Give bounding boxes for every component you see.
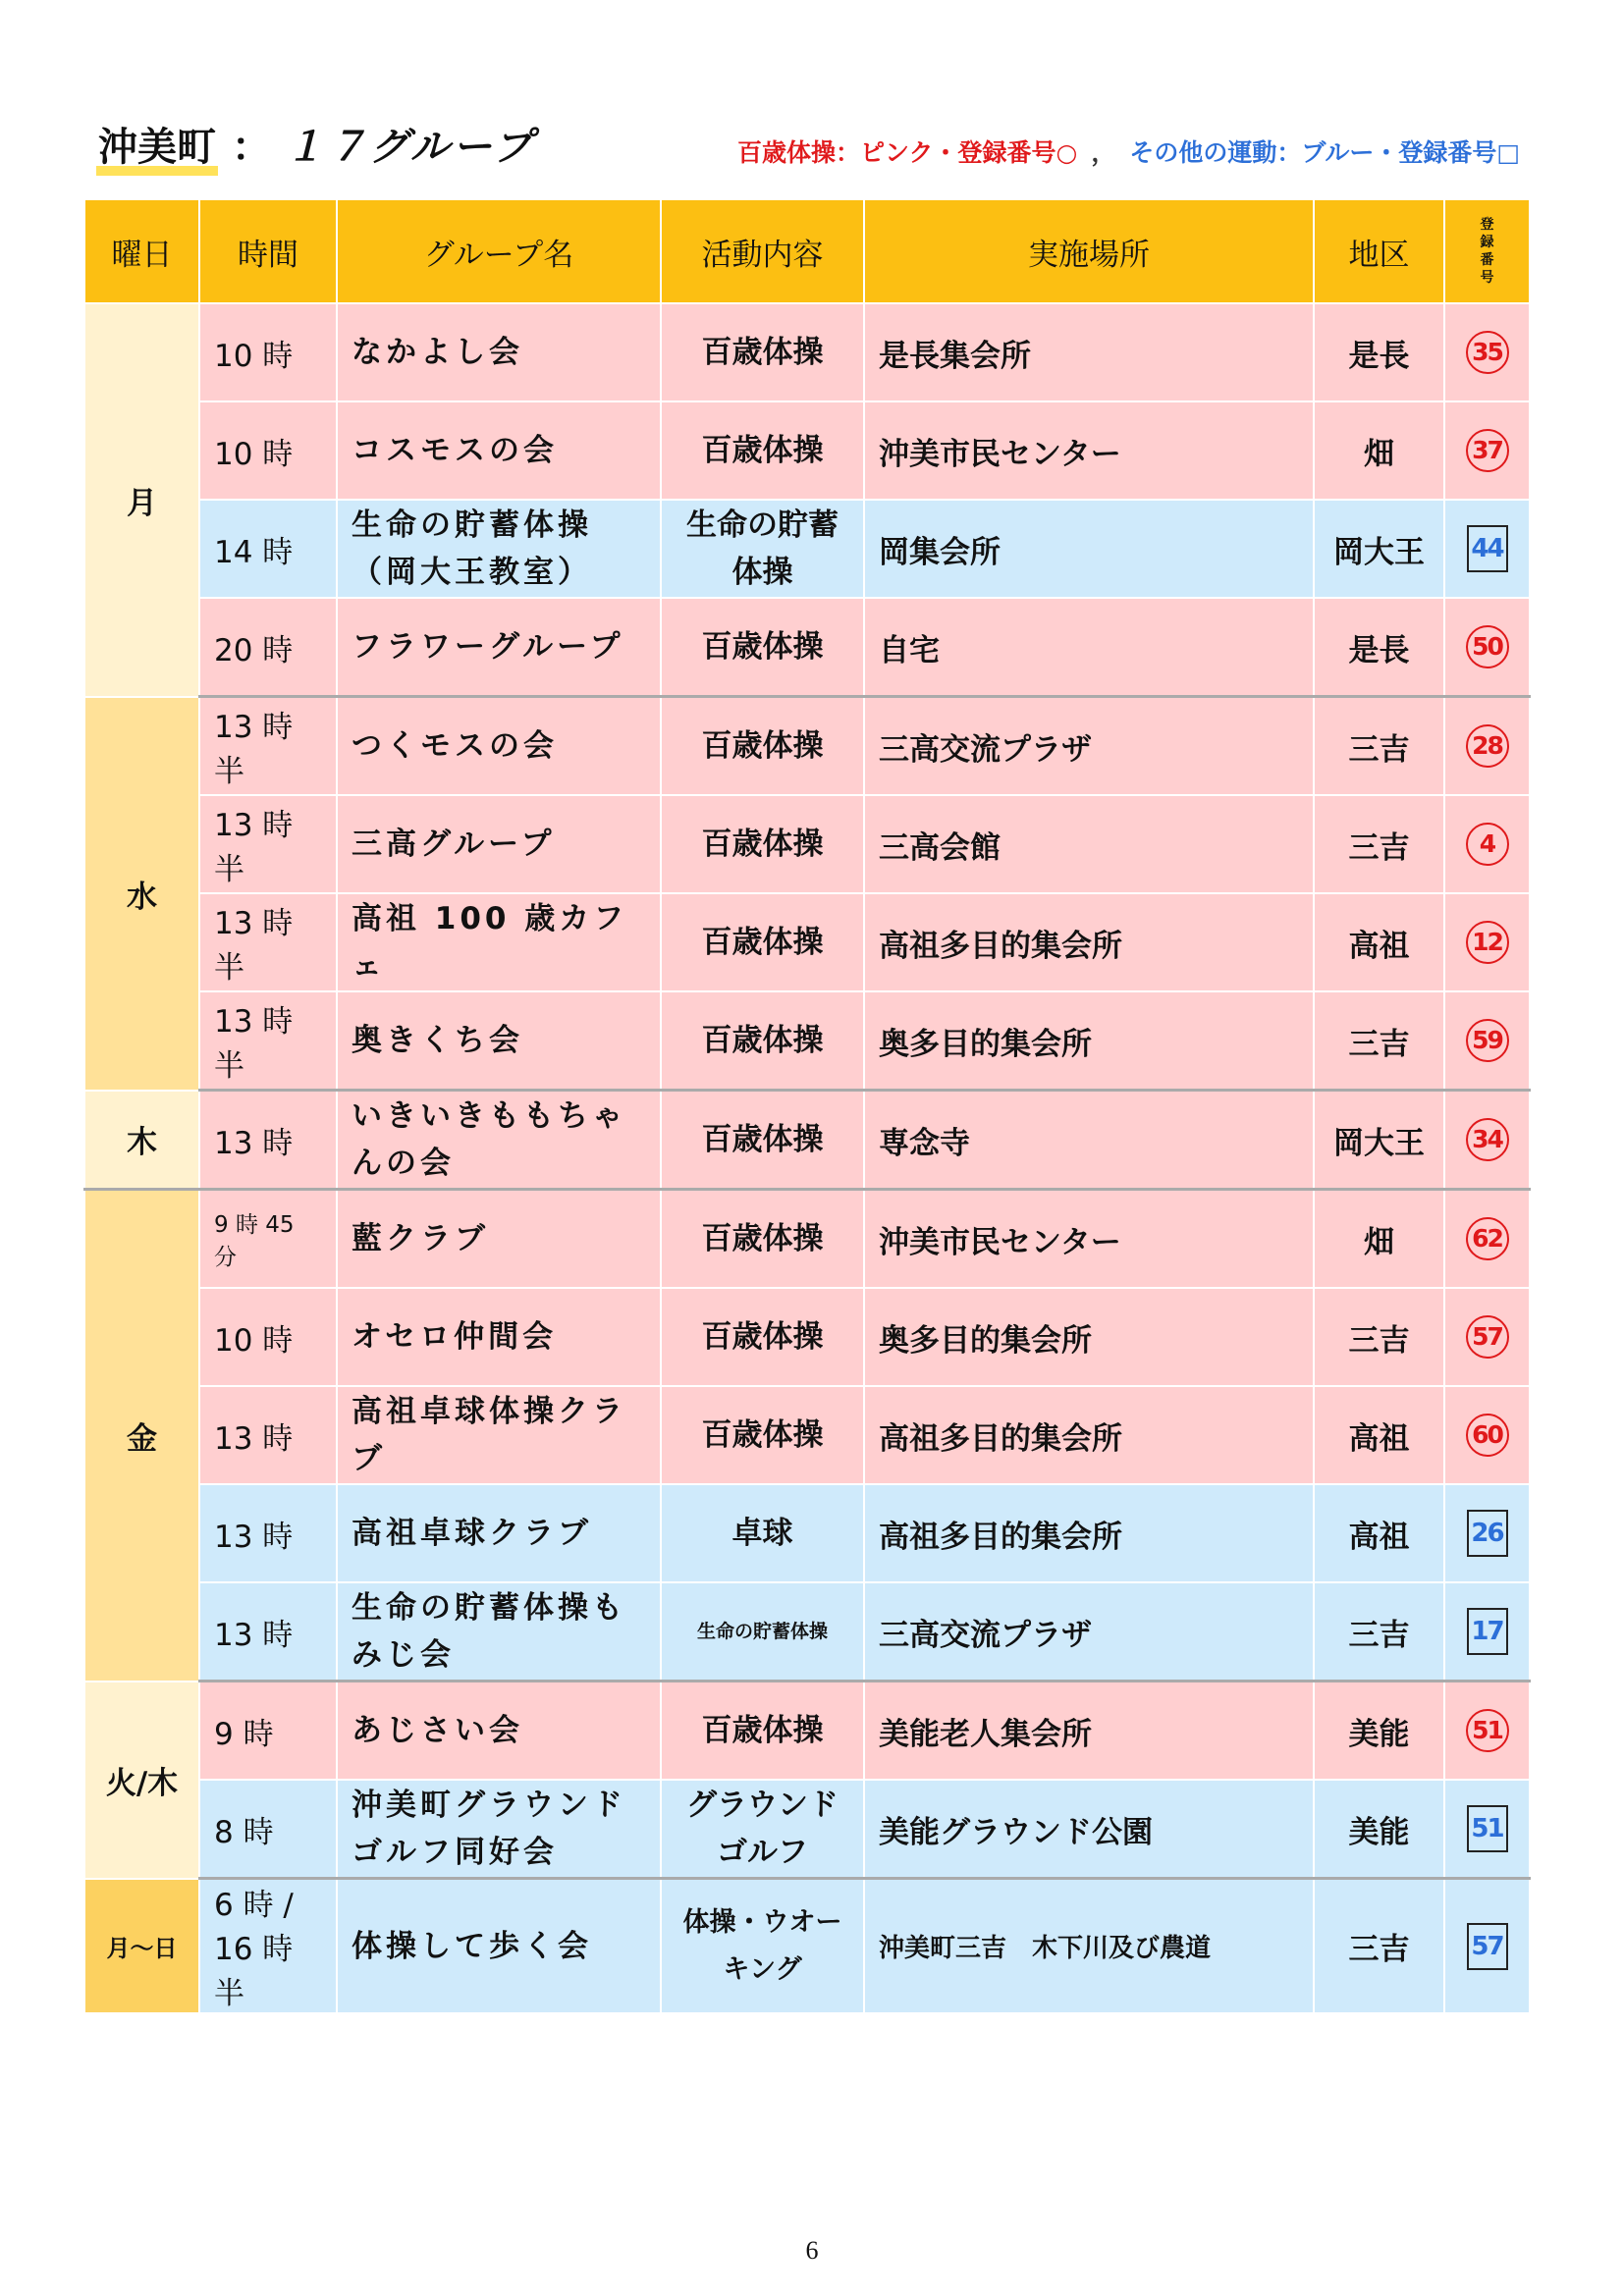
page-header [96,116,1530,185]
activity-cell: 卓球 [661,1484,864,1582]
table-row [84,795,1530,893]
table-row [84,1582,1530,1682]
place-cell: 三高会館 [864,795,1314,893]
place-cell: 美能老人集会所 [864,1682,1314,1781]
table-header-row [84,199,1530,303]
time-cell: 10 時 [199,303,337,401]
reg-circle-mark: 34 [1466,1118,1509,1161]
group-name-cell: 沖美町グラウンドゴルフ同好会 [337,1780,661,1879]
group-name-cell: 奥きくち会 [337,991,661,1091]
area-cell: 畑 [1314,1190,1444,1289]
table-row [84,991,1530,1091]
time-cell: 14 時 [199,500,337,598]
day-cell-fri: 金 [84,1190,199,1682]
activity-cell: グラウンドゴルフ [661,1780,864,1879]
reg-circle-mark: 57 [1466,1315,1509,1359]
area-cell: 三吉 [1314,697,1444,796]
activity-cell: 生命の貯蓄体操 [661,1582,864,1682]
reg-circle-mark: 12 [1466,921,1509,964]
reg-circle-mark: 35 [1466,331,1509,374]
group-name-cell: つくモスの会 [337,697,661,796]
reg-circle-mark: 59 [1466,1019,1509,1062]
activity-cell: 百歳体操 [661,697,864,796]
group-name-cell: 生命の貯蓄体操（岡大王教室） [337,500,661,598]
place-cell: 岡集会所 [864,500,1314,598]
area-cell: 是長 [1314,598,1444,697]
place-cell: 自宅 [864,598,1314,697]
time-cell: 13 時半 [199,697,337,796]
group-name-cell: 高祖卓球クラブ [337,1484,661,1582]
group-name-cell: あじさい会 [337,1682,661,1781]
group-name-cell: 高祖 100 歳カフェ [337,893,661,991]
table-row [84,598,1530,697]
day-cell-everyday: 月～日 [84,1879,199,2014]
place-cell: 沖美市民センター [864,1190,1314,1289]
table-row [84,1682,1530,1781]
reg-no-cell [1444,795,1530,893]
table-row [84,1386,1530,1484]
reg-square-mark: 17 [1467,1608,1508,1655]
activity-cell: 体操・ウオーキング [661,1879,864,2014]
day-cell-tue-thu: 火/木 [84,1682,199,1879]
activity-cell: 百歳体操 [661,1682,864,1781]
place-cell: 美能グラウンド公園 [864,1780,1314,1879]
area-cell: 美能 [1314,1682,1444,1781]
area-cell: 三吉 [1314,1582,1444,1682]
area-cell: 高祖 [1314,1484,1444,1582]
place-cell: 奥多目的集会所 [864,1288,1314,1386]
reg-header-text: 登 録 番 号 [1480,217,1494,286]
activity-cell: 百歳体操 [661,598,864,697]
reg-circle-mark: 28 [1466,724,1509,768]
group-name-cell: フラワーグループ [337,598,661,697]
place-cell: 是長集会所 [864,303,1314,401]
group-name-cell: オセロ仲間会 [337,1288,661,1386]
time-cell: 10 時 [199,401,337,500]
title-group-count: １７グループ [285,125,535,170]
area-cell: 三吉 [1314,1288,1444,1386]
area-cell: 高祖 [1314,893,1444,991]
reg-square-mark: 44 [1467,525,1508,572]
activity-cell: 百歳体操 [661,1190,864,1289]
legend-separator: ， [1091,138,1116,167]
reg-square-mark: 51 [1467,1805,1508,1852]
reg-square-mark: 26 [1467,1510,1508,1557]
schedule-table [83,198,1531,2014]
reg-no-cell [1444,1582,1530,1682]
time-cell: 10 時 [199,1288,337,1386]
activity-cell: 生命の貯蓄体操 [661,500,864,598]
col-header-area: 地区 [1314,199,1444,303]
reg-square-mark: 57 [1467,1923,1508,1970]
reg-no-cell [1444,1386,1530,1484]
day-cell-thu: 木 [84,1091,199,1190]
reg-no-cell [1444,1682,1530,1781]
table-row [84,1879,1530,2014]
area-cell: 三吉 [1314,1879,1444,2014]
time-cell: 13 時 [199,1091,337,1190]
activity-cell: 百歳体操 [661,991,864,1091]
time-cell: 13 時半 [199,795,337,893]
col-header-time: 時間 [199,199,337,303]
table-row [84,1091,1530,1190]
time-cell: 8 時 [199,1780,337,1879]
table-row [84,1190,1530,1289]
reg-no-cell [1444,500,1530,598]
reg-no-cell [1444,991,1530,1091]
col-header-place: 実施場所 [864,199,1314,303]
time-cell: 13 時半 [199,893,337,991]
group-name-cell: 生命の貯蓄体操もみじ会 [337,1582,661,1682]
reg-no-cell [1444,1780,1530,1879]
reg-no-cell [1444,1484,1530,1582]
col-header-reg-no [1444,199,1530,303]
time-cell: 13 時 [199,1484,337,1582]
place-cell: 沖美町三吉 木下川及び農道 [864,1879,1314,2014]
time-cell: 9 時 45 分 [199,1190,337,1289]
place-cell: 三高交流プラザ [864,1582,1314,1682]
day-cell-wed: 水 [84,697,199,1091]
place-cell: 高祖多目的集会所 [864,1386,1314,1484]
reg-circle-mark: 4 [1466,823,1509,866]
place-cell: 高祖多目的集会所 [864,893,1314,991]
reg-no-cell [1444,1288,1530,1386]
time-cell: 13 時半 [199,991,337,1091]
legend-blue: その他の運動：ブルー・登録番号□ [1129,138,1520,167]
time-cell: 13 時 [199,1582,337,1682]
place-cell: 沖美市民センター [864,401,1314,500]
group-name-cell: 高祖卓球体操クラブ [337,1386,661,1484]
place-cell: 高祖多目的集会所 [864,1484,1314,1582]
col-header-group-name: グループ名 [337,199,661,303]
area-cell: 高祖 [1314,1386,1444,1484]
reg-no-cell [1444,303,1530,401]
reg-circle-mark: 37 [1466,429,1509,472]
group-name-cell: 藍クラブ [337,1190,661,1289]
table-row [84,697,1530,796]
page-number: 6 [805,2236,819,2265]
day-cell-mon: 月 [84,303,199,697]
table-row [84,1288,1530,1386]
reg-circle-mark: 51 [1466,1709,1509,1752]
table-row [84,401,1530,500]
reg-circle-mark: 60 [1466,1414,1509,1457]
reg-no-cell [1444,697,1530,796]
activity-cell: 百歳体操 [661,1091,864,1190]
area-cell: 岡大王 [1314,500,1444,598]
time-cell: 20 時 [199,598,337,697]
reg-no-cell [1444,1190,1530,1289]
group-name-cell: 三高グループ [337,795,661,893]
reg-no-cell [1444,1091,1530,1190]
place-cell: 専念寺 [864,1091,1314,1190]
group-name-cell: なかよし会 [337,303,661,401]
group-name-cell: 体操して歩く会 [337,1879,661,2014]
area-cell: 畑 [1314,401,1444,500]
area-cell: 岡大王 [1314,1091,1444,1190]
place-cell: 三高交流プラザ [864,697,1314,796]
area-cell: 是長 [1314,303,1444,401]
group-name-cell: コスモスの会 [337,401,661,500]
area-cell: 三吉 [1314,795,1444,893]
reg-no-cell [1444,401,1530,500]
place-cell: 奥多目的集会所 [864,991,1314,1091]
activity-cell: 百歳体操 [661,1386,864,1484]
color-legend [737,133,1520,169]
col-header-day: 曜日 [84,199,199,303]
activity-cell: 百歳体操 [661,893,864,991]
activity-cell: 百歳体操 [661,795,864,893]
area-cell: 美能 [1314,1780,1444,1879]
table-row [84,1484,1530,1582]
reg-no-cell [1444,1879,1530,2014]
col-header-activity: 活動内容 [661,199,864,303]
title-place: 沖美町 [96,116,218,176]
title-separator: ： [232,125,271,170]
page-title [96,116,535,176]
activity-cell: 百歳体操 [661,1288,864,1386]
activity-cell: 百歳体操 [661,303,864,401]
time-cell: 6 時 / 16 時半 [199,1879,337,2014]
activity-cell: 百歳体操 [661,401,864,500]
reg-circle-mark: 50 [1466,625,1509,668]
reg-no-cell [1444,598,1530,697]
reg-circle-mark: 62 [1466,1217,1509,1260]
table-row [84,303,1530,401]
legend-pink: 百歳体操：ピンク・登録番号○ [737,138,1078,167]
reg-no-cell [1444,893,1530,991]
area-cell: 三吉 [1314,991,1444,1091]
time-cell: 13 時 [199,1386,337,1484]
group-name-cell: いきいきももちゃんの会 [337,1091,661,1190]
table-row [84,893,1530,991]
time-cell: 9 時 [199,1682,337,1781]
table-row [84,500,1530,598]
table-row [84,1780,1530,1879]
